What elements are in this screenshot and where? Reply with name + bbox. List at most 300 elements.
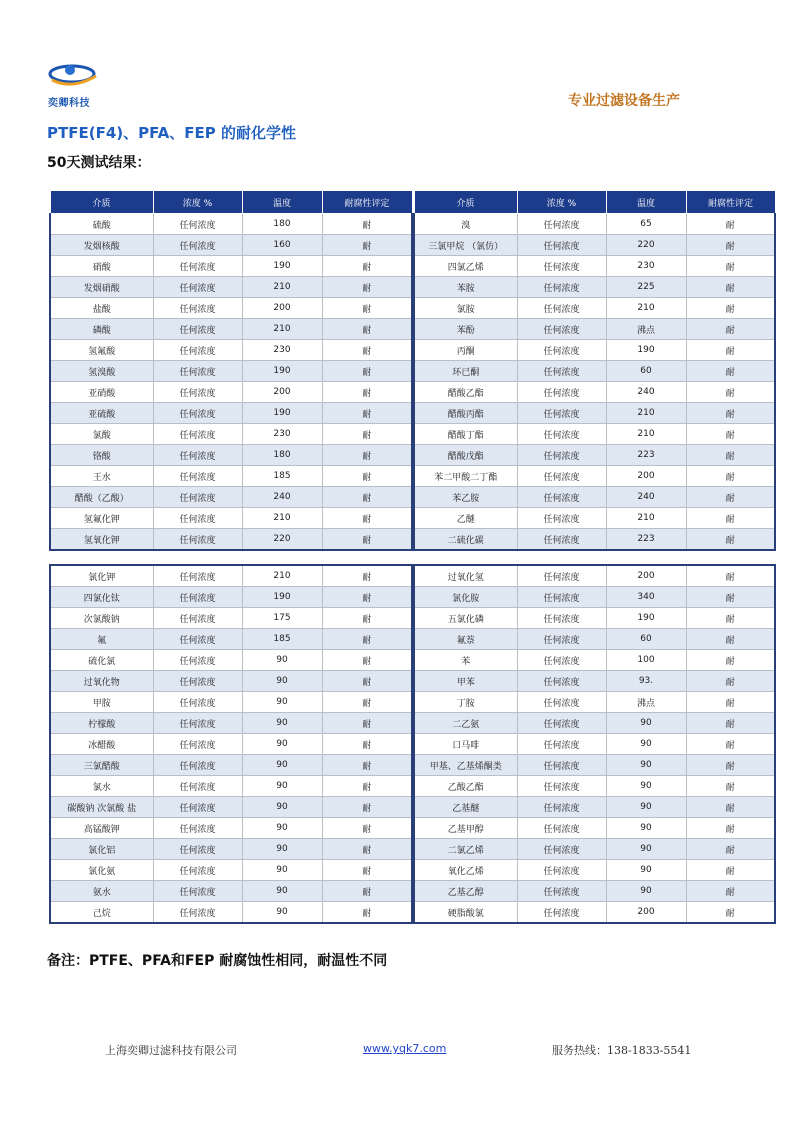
col-header-concentration: 浓度 % xyxy=(153,191,242,214)
cell-concentration: 任何浓度 xyxy=(153,713,242,734)
cell-temperature: 230 xyxy=(242,424,322,445)
cell-rating: 耐 xyxy=(686,902,775,924)
table-row xyxy=(414,298,775,319)
table-row xyxy=(50,298,412,319)
cell-rating: 耐 xyxy=(686,319,775,340)
cell-medium: 氨水 xyxy=(50,881,153,902)
table-row xyxy=(414,797,775,818)
cell-temperature: 90 xyxy=(242,776,322,797)
table-row xyxy=(50,629,412,650)
cell-concentration: 任何浓度 xyxy=(153,818,242,839)
cell-concentration: 任何浓度 xyxy=(153,587,242,608)
cell-rating: 耐 xyxy=(322,382,412,403)
cell-medium: 硫化氯 xyxy=(50,650,153,671)
cell-rating: 耐 xyxy=(322,692,412,713)
cell-rating: 耐 xyxy=(686,860,775,881)
cell-rating: 耐 xyxy=(686,214,775,235)
cell-temperature: 210 xyxy=(606,508,686,529)
col-header-rating: 耐腐性评定 xyxy=(686,191,775,214)
cell-rating: 耐 xyxy=(322,235,412,256)
cell-temperature: 240 xyxy=(606,382,686,403)
cell-temperature: 190 xyxy=(242,403,322,424)
cell-temperature: 90 xyxy=(606,734,686,755)
cell-concentration: 任何浓度 xyxy=(517,713,606,734)
cell-medium: 丁胺 xyxy=(414,692,517,713)
cell-temperature: 沸点 xyxy=(606,692,686,713)
cell-rating: 耐 xyxy=(322,277,412,298)
cell-rating: 耐 xyxy=(322,529,412,551)
cell-medium: 环已酮 xyxy=(414,361,517,382)
table-row xyxy=(414,734,775,755)
cell-temperature: 90 xyxy=(606,839,686,860)
cell-concentration: 任何浓度 xyxy=(153,629,242,650)
table-row xyxy=(414,361,775,382)
cell-concentration: 任何浓度 xyxy=(153,755,242,776)
cell-medium: 乙酸乙酯 xyxy=(414,776,517,797)
subtitle: 50天测试结果： xyxy=(47,155,151,171)
cell-temperature: 220 xyxy=(606,235,686,256)
cell-medium: 四氯化钛 xyxy=(50,587,153,608)
cell-temperature: 90 xyxy=(606,776,686,797)
cell-rating: 耐 xyxy=(686,403,775,424)
cell-rating: 耐 xyxy=(322,713,412,734)
cell-rating: 耐 xyxy=(686,839,775,860)
table-row xyxy=(414,319,775,340)
cell-concentration: 任何浓度 xyxy=(517,487,606,508)
cell-medium: 盐酸 xyxy=(50,298,153,319)
cell-rating: 耐 xyxy=(322,755,412,776)
cell-concentration: 任何浓度 xyxy=(517,565,606,587)
table-header-row xyxy=(50,191,412,214)
cell-temperature: 230 xyxy=(242,340,322,361)
cell-medium: 己烷 xyxy=(50,902,153,924)
cell-medium: 苯胺 xyxy=(414,277,517,298)
table-row xyxy=(50,860,412,881)
cell-medium: 醋酸丁酯 xyxy=(414,424,517,445)
resistance-table-left-bottom xyxy=(49,564,413,924)
cell-temperature: 210 xyxy=(242,565,322,587)
table-row xyxy=(50,776,412,797)
cell-temperature: 210 xyxy=(242,508,322,529)
table-row xyxy=(414,214,775,235)
table-row xyxy=(50,902,412,924)
table-row xyxy=(50,529,412,551)
cell-concentration: 任何浓度 xyxy=(153,671,242,692)
cell-medium: 苯乙胺 xyxy=(414,487,517,508)
table-row xyxy=(414,424,775,445)
footer-hotline: 服务热线：138-1833-5541 xyxy=(552,1044,692,1057)
cell-concentration: 任何浓度 xyxy=(153,508,242,529)
cell-medium: 硫酸 xyxy=(50,214,153,235)
cell-medium: 硬脂酸氯 xyxy=(414,902,517,924)
table-row xyxy=(414,340,775,361)
table-row xyxy=(414,256,775,277)
cell-concentration: 任何浓度 xyxy=(153,256,242,277)
cell-rating: 耐 xyxy=(322,797,412,818)
cell-temperature: 185 xyxy=(242,466,322,487)
cell-medium: 醋酸（乙酸） xyxy=(50,487,153,508)
cell-concentration: 任何浓度 xyxy=(517,508,606,529)
cell-concentration: 任何浓度 xyxy=(517,608,606,629)
cell-medium: 二乙氨 xyxy=(414,713,517,734)
cell-temperature: 90 xyxy=(242,755,322,776)
table-row xyxy=(50,487,412,508)
cell-temperature: 90 xyxy=(606,797,686,818)
cell-concentration: 任何浓度 xyxy=(153,529,242,551)
col-header-medium: 介质 xyxy=(414,191,517,214)
cell-medium: 五氯化磷 xyxy=(414,608,517,629)
cell-concentration: 任何浓度 xyxy=(517,755,606,776)
table-row xyxy=(414,776,775,797)
cell-rating: 耐 xyxy=(322,466,412,487)
cell-medium: 乙基甲醇 xyxy=(414,818,517,839)
cell-concentration: 任何浓度 xyxy=(517,860,606,881)
cell-medium: 氢氟酸 xyxy=(50,340,153,361)
cell-medium: 三氯醋酸 xyxy=(50,755,153,776)
table-row xyxy=(414,713,775,734)
cell-temperature: 210 xyxy=(242,277,322,298)
table-row xyxy=(50,671,412,692)
logo-text: 奕卿科技 xyxy=(48,98,90,109)
table-row xyxy=(414,902,775,924)
cell-concentration: 任何浓度 xyxy=(153,403,242,424)
cell-concentration: 任何浓度 xyxy=(517,839,606,860)
cell-rating: 耐 xyxy=(686,487,775,508)
cell-temperature: 60 xyxy=(606,629,686,650)
table-row xyxy=(50,256,412,277)
cell-medium: 二氯乙烯 xyxy=(414,839,517,860)
cell-concentration: 任何浓度 xyxy=(517,277,606,298)
cell-rating: 耐 xyxy=(322,508,412,529)
cell-concentration: 任何浓度 xyxy=(517,298,606,319)
col-header-temperature: 温度 xyxy=(242,191,322,214)
cell-medium: 醋酸丙酯 xyxy=(414,403,517,424)
table-row xyxy=(50,565,412,587)
cell-concentration: 任何浓度 xyxy=(517,403,606,424)
cell-medium: 氯胺 xyxy=(414,298,517,319)
cell-medium: 氯水 xyxy=(50,776,153,797)
table-row xyxy=(50,508,412,529)
cell-concentration: 任何浓度 xyxy=(153,839,242,860)
cell-temperature: 沸点 xyxy=(606,319,686,340)
cell-temperature: 90 xyxy=(242,818,322,839)
footnote: 备注：PTFE、PFA和FEP 耐腐蚀性相同，耐温性不同 xyxy=(47,953,388,969)
table-row xyxy=(414,839,775,860)
table-row xyxy=(50,608,412,629)
cell-concentration: 任何浓度 xyxy=(153,319,242,340)
cell-rating: 耐 xyxy=(322,298,412,319)
cell-rating: 耐 xyxy=(322,839,412,860)
table-row xyxy=(414,881,775,902)
cell-temperature: 223 xyxy=(606,445,686,466)
col-header-rating: 耐腐性评定 xyxy=(322,191,412,214)
table-row xyxy=(50,235,412,256)
cell-concentration: 任何浓度 xyxy=(517,734,606,755)
table-row xyxy=(50,466,412,487)
cell-medium: 乙基醚 xyxy=(414,797,517,818)
cell-rating: 耐 xyxy=(686,608,775,629)
cell-medium: 柠檬酸 xyxy=(50,713,153,734)
table-row xyxy=(50,713,412,734)
cell-rating: 耐 xyxy=(686,445,775,466)
cell-temperature: 90 xyxy=(242,713,322,734)
table-row xyxy=(50,214,412,235)
cell-temperature: 200 xyxy=(606,902,686,924)
cell-concentration: 任何浓度 xyxy=(153,487,242,508)
cell-medium: 发烟硝酸 xyxy=(50,277,153,298)
table-row xyxy=(50,839,412,860)
cell-concentration: 任何浓度 xyxy=(517,214,606,235)
table-row xyxy=(50,361,412,382)
cell-medium: 亚硝酸 xyxy=(50,382,153,403)
footer-company: 上海奕卿过滤科技有限公司 xyxy=(105,1044,237,1057)
table-row xyxy=(50,881,412,902)
cell-temperature: 90 xyxy=(606,881,686,902)
table-row xyxy=(50,445,412,466)
cell-rating: 耐 xyxy=(322,902,412,924)
slogan: 专业过滤设备生产 xyxy=(568,93,680,109)
cell-concentration: 任何浓度 xyxy=(517,361,606,382)
cell-rating: 耐 xyxy=(322,403,412,424)
cell-concentration: 任何浓度 xyxy=(517,529,606,551)
cell-medium: 亚硫酸 xyxy=(50,403,153,424)
cell-medium: 苯酚 xyxy=(414,319,517,340)
cell-concentration: 任何浓度 xyxy=(153,797,242,818)
cell-temperature: 200 xyxy=(606,466,686,487)
cell-medium: 四氯乙烯 xyxy=(414,256,517,277)
cell-medium: 苯二甲酸二丁酯 xyxy=(414,466,517,487)
cell-temperature: 180 xyxy=(242,214,322,235)
cell-rating: 耐 xyxy=(686,650,775,671)
cell-medium: 氯化氨 xyxy=(50,860,153,881)
cell-temperature: 200 xyxy=(242,382,322,403)
cell-temperature: 160 xyxy=(242,235,322,256)
table-row xyxy=(50,734,412,755)
cell-concentration: 任何浓度 xyxy=(153,902,242,924)
cell-concentration: 任何浓度 xyxy=(517,340,606,361)
cell-rating: 耐 xyxy=(686,734,775,755)
cell-temperature: 100 xyxy=(606,650,686,671)
table-row xyxy=(50,382,412,403)
cell-rating: 耐 xyxy=(686,776,775,797)
cell-concentration: 任何浓度 xyxy=(153,466,242,487)
cell-medium: 醋酸戊酯 xyxy=(414,445,517,466)
table-row xyxy=(50,650,412,671)
cell-medium: 冰醋酸 xyxy=(50,734,153,755)
table-row xyxy=(414,382,775,403)
cell-temperature: 190 xyxy=(242,256,322,277)
cell-temperature: 90 xyxy=(242,692,322,713)
table-row xyxy=(414,629,775,650)
cell-rating: 耐 xyxy=(322,319,412,340)
table-row xyxy=(414,403,775,424)
table-row xyxy=(414,487,775,508)
resistance-table-right-top xyxy=(413,190,776,551)
cell-medium: 发烟核酸 xyxy=(50,235,153,256)
cell-concentration: 任何浓度 xyxy=(517,776,606,797)
cell-rating: 耐 xyxy=(322,256,412,277)
cell-temperature: 210 xyxy=(606,298,686,319)
cell-medium: 二硫化碳 xyxy=(414,529,517,551)
table-row xyxy=(414,445,775,466)
cell-rating: 耐 xyxy=(686,629,775,650)
cell-rating: 耐 xyxy=(686,713,775,734)
cell-medium: 甲苯 xyxy=(414,671,517,692)
cell-concentration: 任何浓度 xyxy=(517,797,606,818)
cell-medium: 丙酮 xyxy=(414,340,517,361)
cell-rating: 耐 xyxy=(322,214,412,235)
table-row xyxy=(414,818,775,839)
cell-medium: 溴 xyxy=(414,214,517,235)
col-header-concentration: 浓度 % xyxy=(517,191,606,214)
cell-concentration: 任何浓度 xyxy=(153,565,242,587)
table-row xyxy=(50,587,412,608)
cell-temperature: 190 xyxy=(242,587,322,608)
cell-temperature: 90 xyxy=(242,881,322,902)
cell-concentration: 任何浓度 xyxy=(517,881,606,902)
cell-concentration: 任何浓度 xyxy=(517,319,606,340)
cell-medium: 氯酸 xyxy=(50,424,153,445)
cell-rating: 耐 xyxy=(322,340,412,361)
cell-temperature: 90 xyxy=(242,734,322,755)
cell-concentration: 任何浓度 xyxy=(153,298,242,319)
cell-medium: 氧化乙烯 xyxy=(414,860,517,881)
cell-temperature: 90 xyxy=(242,671,322,692)
cell-rating: 耐 xyxy=(322,487,412,508)
cell-temperature: 90 xyxy=(242,860,322,881)
cell-concentration: 任何浓度 xyxy=(153,860,242,881)
cell-medium: 氯化铝 xyxy=(50,839,153,860)
cell-temperature: 60 xyxy=(606,361,686,382)
cell-concentration: 任何浓度 xyxy=(517,629,606,650)
cell-medium: 醋酸乙酯 xyxy=(414,382,517,403)
table-row xyxy=(414,671,775,692)
cell-temperature: 175 xyxy=(242,608,322,629)
cell-concentration: 任何浓度 xyxy=(517,587,606,608)
cell-rating: 耐 xyxy=(322,734,412,755)
table-row xyxy=(50,692,412,713)
cell-temperature: 90 xyxy=(242,839,322,860)
table-row xyxy=(414,860,775,881)
table-row xyxy=(414,466,775,487)
cell-rating: 耐 xyxy=(322,860,412,881)
table-row xyxy=(50,319,412,340)
cell-concentration: 任何浓度 xyxy=(153,650,242,671)
cell-rating: 耐 xyxy=(686,235,775,256)
cell-medium: 甲基、乙基烯酮类 xyxy=(414,755,517,776)
cell-rating: 耐 xyxy=(686,277,775,298)
cell-temperature: 65 xyxy=(606,214,686,235)
cell-concentration: 任何浓度 xyxy=(517,382,606,403)
cell-rating: 耐 xyxy=(686,671,775,692)
cell-temperature: 90 xyxy=(606,713,686,734)
footer-website-link[interactable]: www.yqk7.com xyxy=(363,1042,447,1055)
cell-rating: 耐 xyxy=(686,818,775,839)
cell-temperature: 340 xyxy=(606,587,686,608)
cell-rating: 耐 xyxy=(686,382,775,403)
cell-medium: 甲胺 xyxy=(50,692,153,713)
cell-rating: 耐 xyxy=(322,445,412,466)
cell-concentration: 任何浓度 xyxy=(517,650,606,671)
cell-rating: 耐 xyxy=(686,529,775,551)
cell-concentration: 任何浓度 xyxy=(517,445,606,466)
cell-concentration: 任何浓度 xyxy=(153,445,242,466)
table-row xyxy=(414,235,775,256)
cell-rating: 耐 xyxy=(322,671,412,692)
cell-medium: 乙基乙醇 xyxy=(414,881,517,902)
cell-concentration: 任何浓度 xyxy=(153,881,242,902)
cell-temperature: 200 xyxy=(606,565,686,587)
cell-rating: 耐 xyxy=(322,818,412,839)
cell-rating: 耐 xyxy=(322,608,412,629)
cell-rating: 耐 xyxy=(686,466,775,487)
cell-temperature: 200 xyxy=(242,298,322,319)
page-title: PTFE(F4)、PFA、FEP 的耐化学性 xyxy=(47,124,296,142)
cell-concentration: 任何浓度 xyxy=(153,277,242,298)
table-row xyxy=(414,508,775,529)
cell-concentration: 任何浓度 xyxy=(153,776,242,797)
resistance-table-left-top xyxy=(49,190,413,551)
cell-temperature: 210 xyxy=(606,424,686,445)
cell-temperature: 210 xyxy=(606,403,686,424)
table-row xyxy=(50,340,412,361)
cell-rating: 耐 xyxy=(322,776,412,797)
cell-medium: 三氯甲烷 （氯仿） xyxy=(414,235,517,256)
cell-temperature: 93. xyxy=(606,671,686,692)
cell-medium: 氟 xyxy=(50,629,153,650)
cell-medium: 硝酸 xyxy=(50,256,153,277)
table-row xyxy=(414,277,775,298)
cell-medium: 次氯酸钠 xyxy=(50,608,153,629)
cell-medium: 氢氟化钾 xyxy=(50,508,153,529)
cell-temperature: 220 xyxy=(242,529,322,551)
cell-concentration: 任何浓度 xyxy=(517,902,606,924)
cell-concentration: 任何浓度 xyxy=(153,214,242,235)
table-row xyxy=(414,587,775,608)
cell-temperature: 225 xyxy=(606,277,686,298)
cell-rating: 耐 xyxy=(686,424,775,445)
table-row xyxy=(50,797,412,818)
cell-medium: 氢氧化钾 xyxy=(50,529,153,551)
cell-medium: 氢溴酸 xyxy=(50,361,153,382)
resistance-table-right-bottom xyxy=(413,564,776,924)
cell-rating: 耐 xyxy=(686,755,775,776)
cell-concentration: 任何浓度 xyxy=(517,818,606,839)
table-row xyxy=(414,565,775,587)
cell-temperature: 240 xyxy=(606,487,686,508)
cell-concentration: 任何浓度 xyxy=(517,692,606,713)
table-row xyxy=(414,650,775,671)
cell-rating: 耐 xyxy=(322,361,412,382)
cell-temperature: 90 xyxy=(606,818,686,839)
table-row xyxy=(414,692,775,713)
cell-medium: 高锰酸钾 xyxy=(50,818,153,839)
cell-medium: 过氧化物 xyxy=(50,671,153,692)
cell-concentration: 任何浓度 xyxy=(517,424,606,445)
cell-temperature: 190 xyxy=(606,608,686,629)
cell-temperature: 90 xyxy=(606,755,686,776)
cell-medium: 口马啡 xyxy=(414,734,517,755)
cell-medium: 氯化胺 xyxy=(414,587,517,608)
cell-rating: 耐 xyxy=(322,650,412,671)
cell-temperature: 230 xyxy=(606,256,686,277)
cell-concentration: 任何浓度 xyxy=(153,734,242,755)
cell-concentration: 任何浓度 xyxy=(153,692,242,713)
cell-rating: 耐 xyxy=(322,424,412,445)
globe-swoosh-icon xyxy=(44,56,104,96)
table-row xyxy=(50,277,412,298)
col-header-temperature: 温度 xyxy=(606,191,686,214)
